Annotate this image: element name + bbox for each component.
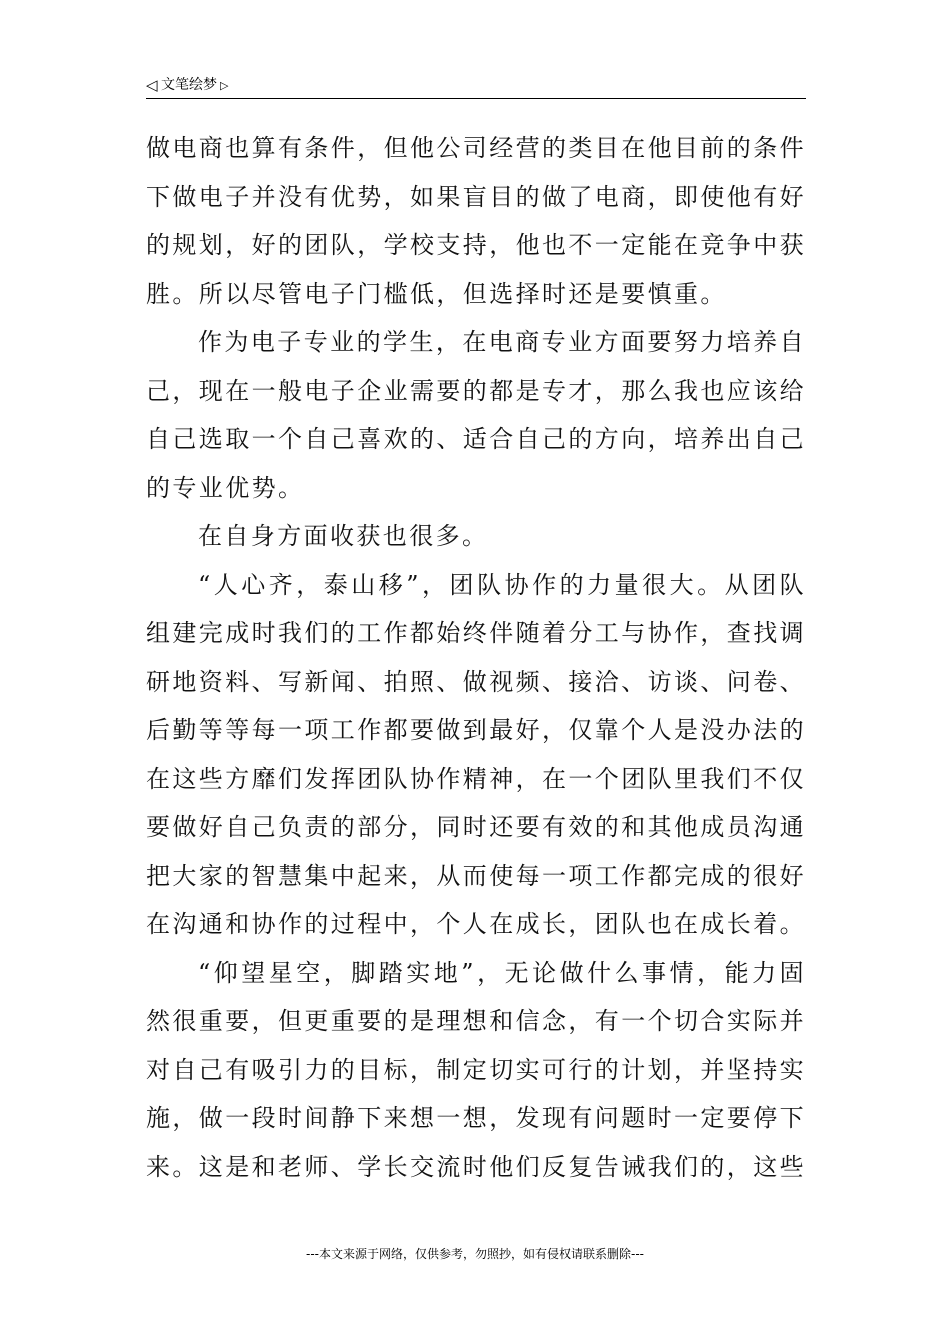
right-triangle-icon: ▷ [220, 79, 229, 92]
header-title: 文笔绘梦 [161, 77, 217, 93]
paragraph-teamwork: “人心齐，泰山移”，团队协作的力量很大。从团队组建完成时我们的工作都始终伴随着分工与协作，查找调研地资料、写新闻、拍照、做视频、接洽、访谈、问卷、后勤等等每一项工作都要做到最好，仅靠个人是没办法的在这些方靡们发挥团队协作精神，在一个团队里我们不仅要做好自己负责的部分，同时还要有效的和其他成员沟通把大家的智慧集中起来，从而使每一项工作都完成的很好在沟通和协作的过程中，个人在成长，团队也在成长着。 [146, 570, 806, 938]
left-triangle-icon: ◁ [146, 76, 158, 94]
footer-disclaimer: ---本文来源于网络，仅供参考，勿照抄，如有侵权请联系删除--- [306, 1247, 644, 1261]
page-header [146, 74, 806, 99]
paragraph-major-advice: 作为电子专业的学生，在电商专业方面要努力培养自己，现在一般电子企业需要的都是专才，那么我也应该给自己选取一个自己喜欢的、适合自己的方向，培养出自己的专业优势。 [146, 328, 806, 502]
paragraph-ideals: “仰望星空，脚踏实地”，无论做什么事情，能力固然很重要，但更重要的是理想和信念，有一个切合实际并对自己有吸引力的目标，制定切实可行的计划，并坚持实施，做一段时间静下来想一想，发现有问题时一定要停下来。这是和老师、学长交流时他们反复告诫我们的，这些 [146, 958, 806, 1181]
paragraph-self-gains: 在自身方面收获也很多。 [198, 522, 489, 550]
paragraph-continuation: 做电商也算有条件，但他公司经营的类目在他目前的条件下做电子并没有优势，如果盲目的做了电商，即使他有好的规划，好的团队，学校支持，他也不一定能在竞争中获胜。所以尽管电子门槛低，但选择时还是要慎重。 [146, 134, 806, 308]
document-body [146, 124, 806, 1191]
